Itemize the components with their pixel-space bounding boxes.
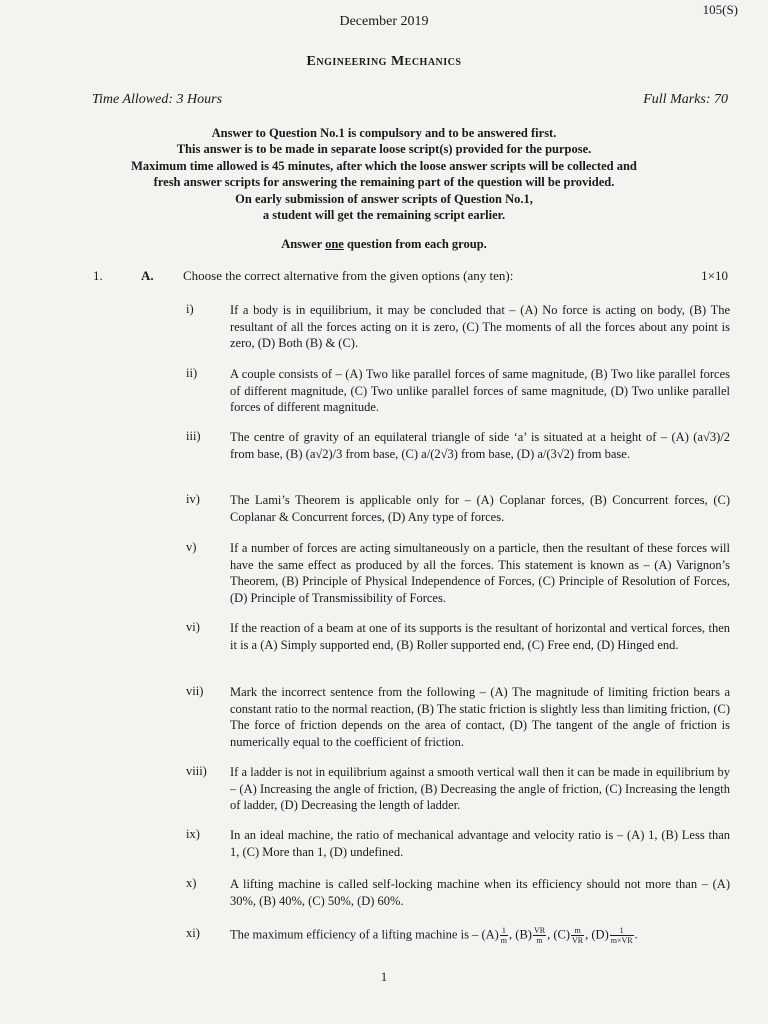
item-number: viii) (186, 764, 207, 778)
instruction-line: Answer to Question No.1 is compulsory and to be answered first. (211, 126, 557, 140)
option-label: (A) (481, 927, 499, 942)
full-marks: Full Marks: 70 (643, 92, 728, 107)
fraction-numerator: m (571, 926, 584, 936)
option-label: (D) (591, 927, 609, 942)
page-number: 1 (380, 970, 388, 984)
item-text: If a ladder is not in equilibrium against a smooth vertical wall then it can be made in equilibrium by – (A) Increasing the angle of friction, (B) Decreasing the angle of friction, (C) Increasing the length of ladder, (D) Decreasing the length of ladder. (230, 765, 730, 812)
instruction-line: a student will get the remaining script earlier. (262, 208, 506, 223)
fraction-denominator: m (536, 936, 543, 945)
item-text: In an ideal machine, the ratio of mechanical advantage and velocity ratio is – (A) 1, (B) Less than 1, (C) More than 1, (D) undefined. (230, 828, 730, 859)
fraction-denominator: m×VR (610, 936, 633, 945)
item-number: vi) (186, 620, 200, 634)
group-instruction (0, 237, 768, 252)
item-number: ii) (186, 366, 198, 380)
item-text: A couple consists of – (A) Two like parallel forces of same magnitude, (B) Two like parallel forces of different magnitude, (C) Two unlike parallel forces of same magnitude, (D) Two unlike parallel forces of different magnitude. (230, 367, 730, 414)
option-label: (C) (553, 927, 570, 942)
instruction-line: This answer is to be made in separate loose script(s) provided for the purpose. (176, 142, 592, 157)
item-number: iv) (186, 492, 200, 506)
fraction-denominator: VR (572, 936, 584, 945)
instruction-line: Maximum time allowed is 45 minutes, after which the loose answer scripts will be collected and (131, 158, 637, 173)
fraction (533, 926, 546, 945)
item-number: xi) (186, 926, 200, 940)
item-text: If a number of forces are acting simultaneously on a particle, then the resultant of these forces will have the same effect as produced by all the forces. This statement is known as – (A) Varignon’s Theorem, (B) Principle of Physical Independence of Forces, (C) Principle of Resolution of Forces, (D) Principle of Transmissibility of Forces. (230, 541, 730, 605)
time-allowed: Time Allowed: 3 Hours (92, 92, 223, 107)
fraction (610, 926, 634, 945)
group-note-underlined: one (325, 237, 344, 251)
instruction-line: On early submission of answer scripts of Question No.1, (235, 191, 533, 206)
item-text: The Lami’s Theorem is applicable only for – (A) Coplanar forces, (B) Concurrent forces, (C) Coplanar & Concurrent forces, (D) Any type of forces. (230, 493, 730, 524)
fraction-numerator: 1 (610, 926, 634, 936)
question-prompt: Choose the correct alternative from the given options (any ten): (183, 268, 514, 283)
instructions-block (60, 125, 708, 223)
item-text: If a body is in equilibrium, it may be concluded that – (A) No force is acting on body, (B) The resultant of all the forces acting on it is zero, (C) The moments of all the forces about any point is zero, (D) Both (B) & (C). (230, 303, 730, 350)
question-part: A. (141, 268, 154, 283)
item-number: iii) (186, 429, 201, 443)
question-marks: 1×10 (701, 268, 728, 283)
fraction-numerator: VR (533, 926, 546, 935)
fraction (500, 926, 508, 945)
item-text: A lifting machine is called self-locking machine when its efficiency should not more than – (A) 30%, (B) 40%, (C) 50%, (D) 60%. (230, 877, 730, 908)
instruction-line: fresh answer scripts for answering the remaining part of the question will be provided. (153, 175, 615, 190)
fraction-numerator: 1 (500, 926, 508, 936)
item-number: ix) (186, 827, 200, 841)
paper-code: 105(S) (702, 2, 738, 17)
item-number: i) (186, 302, 194, 316)
paper-title: Engineering Mechanics (306, 54, 462, 69)
question-number: 1. (93, 268, 103, 283)
option-label: (B) (515, 927, 532, 942)
item-number: v) (186, 540, 197, 554)
group-note-before: Answer (281, 237, 326, 251)
item-text: Mark the incorrect sentence from the following – (A) The magnitude of limiting friction bears a constant ratio to the normal reaction, (B) The static friction is slightly less than limiting friction, (C) The force of friction depends on the area of contact, (D) The tangent of the angle of friction is numerically equal to the coefficient of friction. (230, 685, 730, 749)
item-number: x) (186, 876, 197, 890)
item-text: The maximum efficiency of a lifting machine is – (A) $\frac{1}{m}$ , (B) $\frac{VR}{m}$ , (C) $\frac{m}{VR}$ , (D) $\frac{1}{m\times VR}$ . (230, 926, 638, 945)
item-number: vii) (186, 684, 204, 698)
fraction (571, 926, 584, 945)
item-text: The centre of gravity of an equilateral triangle of side ‘a’ is situated at a height of – (A) (a√3)/2 from base, (B) (a√2)/3 from base, (C) a/(2√3) from base, (D) a/(3√2) from base. (230, 430, 730, 461)
item-lead: The maximum efficiency of a lifting machine is – (230, 927, 482, 942)
group-note-after: question from each group. (343, 237, 487, 251)
item-text: If the reaction of a beam at one of its supports is the resultant of horizontal and vertical forces, then it is a (A) Simply supported end, (B) Roller supported end, (C) Free end, (D) Hinged end. (230, 621, 730, 652)
fraction-denominator: m (500, 936, 508, 945)
exam-date: December 2019 (339, 14, 429, 29)
